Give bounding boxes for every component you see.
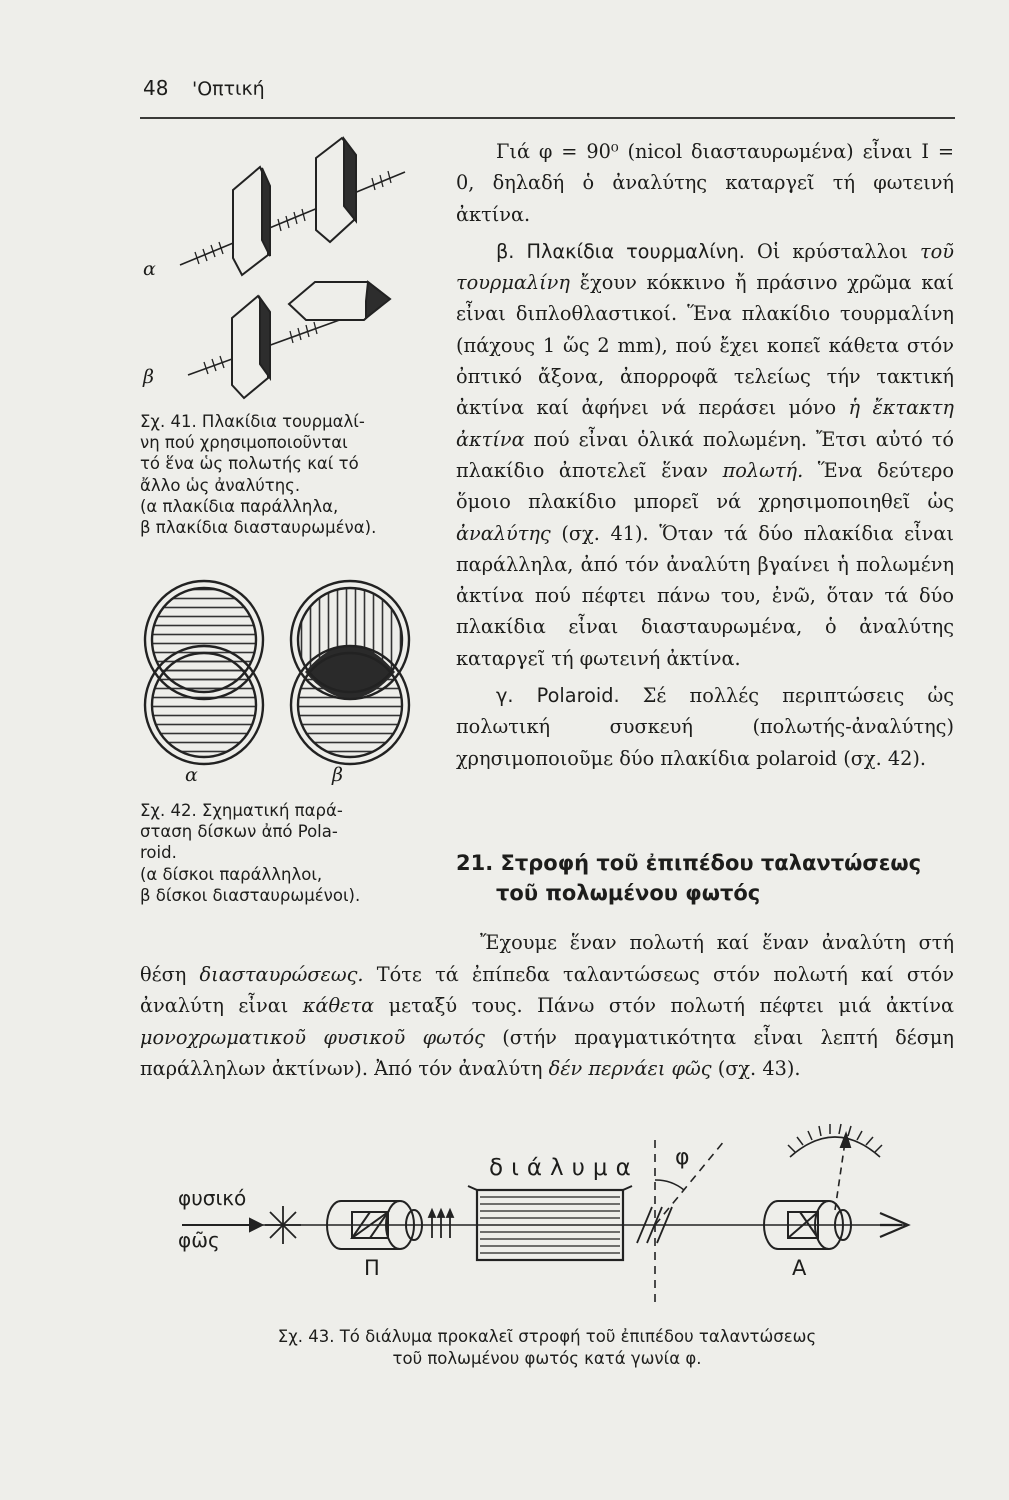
polarizer-label: Π (364, 1256, 380, 1280)
fig41-parallel-plates (180, 138, 405, 275)
italic-run: μονοχρωματικοῦ φυσικοῦ φωτός (140, 1025, 485, 1049)
fig41-label-b: β (143, 366, 154, 388)
italic-run: ἡ ἔκτακτη ἀκτίνα (456, 396, 954, 451)
fig42-label-b: β (332, 764, 343, 786)
caption-line: ἄλλο ὡς ἀναλύτης. (140, 475, 301, 495)
text-run: (σχ. 43). (711, 1057, 801, 1080)
paragraph-phi-90: Γιά φ = 90⁰ (nicol διασταυρωμένα) εἶναι I = 0, δηλαδή ὁ ἀναλύτης καταργεῖ τή φωτεινή ἀκτίνα. (456, 140, 954, 226)
natural-light-label-2: φῶς (178, 1228, 220, 1252)
section-heading-line: τοῦ πολωμένου φωτός (496, 881, 761, 905)
italic-run: πολωτή. (722, 458, 804, 482)
caption-line: (α δίσκοι παράλληλοι, (140, 864, 323, 884)
italic-run: κάθετα (302, 994, 375, 1017)
caption-line: roid. (140, 843, 177, 863)
section-heading-line: 21. Στροφή τοῦ ἐπιπέδου ταλαντώσεως (456, 851, 922, 875)
text-run: Οἱ κρύσταλλοι (744, 239, 920, 263)
body-column (456, 136, 954, 774)
section-21-heading (456, 848, 956, 908)
paragraph-crossed-polarizers (140, 927, 954, 1085)
caption-line: Σχ. 42. Σχηματική παρά- (140, 801, 343, 820)
text-run: Τότε τά ἐπίπεδα ταλαντώσεως στόν πολωτή καί στόν ἀναλύτη εἶναι (140, 962, 954, 1017)
fig42-label-a: α (185, 764, 198, 786)
text-run: Σέ πολλές περιπτώσεις ὡς πολωτική συσκευή (πολωτής-ἀναλύτης) χρησιμοποιοῦμε δύο πλακίδια polaroid (σχ. 42). (456, 684, 954, 770)
paragraph-tourmaline (456, 236, 954, 674)
heading-tourmaline: β. Πλακίδια τουρμαλίνη. (496, 239, 745, 263)
caption-line: Σχ. 41. Πλακίδια τουρμαλί- (140, 412, 365, 431)
analyzer-label: A (792, 1256, 807, 1280)
paragraph-polaroid (456, 680, 954, 774)
natural-light-label: φυσικό (178, 1186, 247, 1210)
fig43-caption (140, 1326, 954, 1370)
fig41-caption (140, 411, 395, 538)
caption-line: Σχ. 43. Τό διάλυμα προκαλεῖ στροφή τοῦ ἐπιπέδου ταλαντώσεως (277, 1327, 817, 1346)
heading-polaroid: γ. Polaroid. (496, 684, 620, 708)
caption-line: τοῦ πολωμένου φωτός κατά γωνία φ. (392, 1349, 702, 1368)
page-number: 48 (143, 76, 169, 100)
text-run: Ἕνα δεύτερο ὅμοιο πλακίδιο μπορεῖ νά χρησιμοποιηθεῖ ὡς (456, 458, 954, 514)
fig42-parallel-discs (145, 581, 263, 765)
italic-run: δέν περνάει φῶς (548, 1057, 712, 1080)
caption-line: σταση δίσκων ἀπό Pola- (140, 822, 338, 842)
caption-line: νη πού χρησιμοποιοῦνται (140, 433, 348, 453)
text-run: πού εἶναι ὁλικά πολωμένη. Ἔτσι αὐτό τό πλακίδιο ἀποτελεῖ ἕναν (456, 427, 954, 482)
phi-angle-label: φ (675, 1145, 690, 1170)
italic-run: τοῦ τουρμαλίνη (456, 239, 954, 295)
text-run: (σχ. 41). Ὅταν τά δύο πλακίδια εἶναι παράλληλα, ἀπό τόν ἀναλύτη βγαίνει ἡ πολωμένη ἀκτίνα πού πέφτει πάνω του, ἐνῶ, ὅταν τά δύο πλακίδια εἶναι διασταυρωμένα, ὁ ἀναλύτης καταργεῖ τή φωτεινή ἀκτίνα. (456, 521, 954, 670)
caption-line: τό ἕνα ὡς πολωτής καί τό (140, 454, 359, 474)
running-header: 'Οπτική (192, 78, 265, 100)
italic-run: διασταυρώσεως. (199, 962, 364, 986)
text-run: μεταξύ τους. Πάνω στόν πολωτή πέφτει μιά ἀκτίνα (374, 994, 954, 1017)
text-run: (στήν πραγματικότητα εἶναι λεπτή δέσμη παράλληλων ἀκτίνων). Ἀπό τόν ἀναλύτη (140, 1025, 954, 1080)
fig42-crossed-discs (291, 581, 410, 765)
section-21-body (140, 927, 954, 1085)
text-run: Ἔχουμε ἕναν πολωτή καί ἕναν ἀναλύτη στή θέση (140, 931, 954, 986)
solution-label: διάλυμα (489, 1155, 639, 1181)
caption-line: β πλακίδια διασταυρωμένα). (140, 518, 377, 538)
text-run: ἔχουν κόκκινο ἤ πράσινο χρῶμα καί εἶναι διπλοθλαστικοί. Ἕνα πλακίδιο τουρμαλίνη (πάχους 1 ὥς 2 mm), πού ἔχει κοπεῖ κάθετα στόν ὀπτικό ἄξονα, ἀπορροφᾶ τελείως τήν τακτική ἀκτίνα καί ἀφήνει νά περάσει μόνο (456, 271, 954, 420)
fig42-caption (140, 800, 380, 906)
fig41-crossed-plates (188, 282, 390, 398)
caption-line: (α πλακίδια παράλληλα, (140, 496, 339, 516)
fig41-label-a: α (143, 258, 156, 280)
italic-run: ἀναλύτης (456, 521, 551, 545)
caption-line: β δίσκοι διασταυρωμένοι). (140, 885, 361, 905)
